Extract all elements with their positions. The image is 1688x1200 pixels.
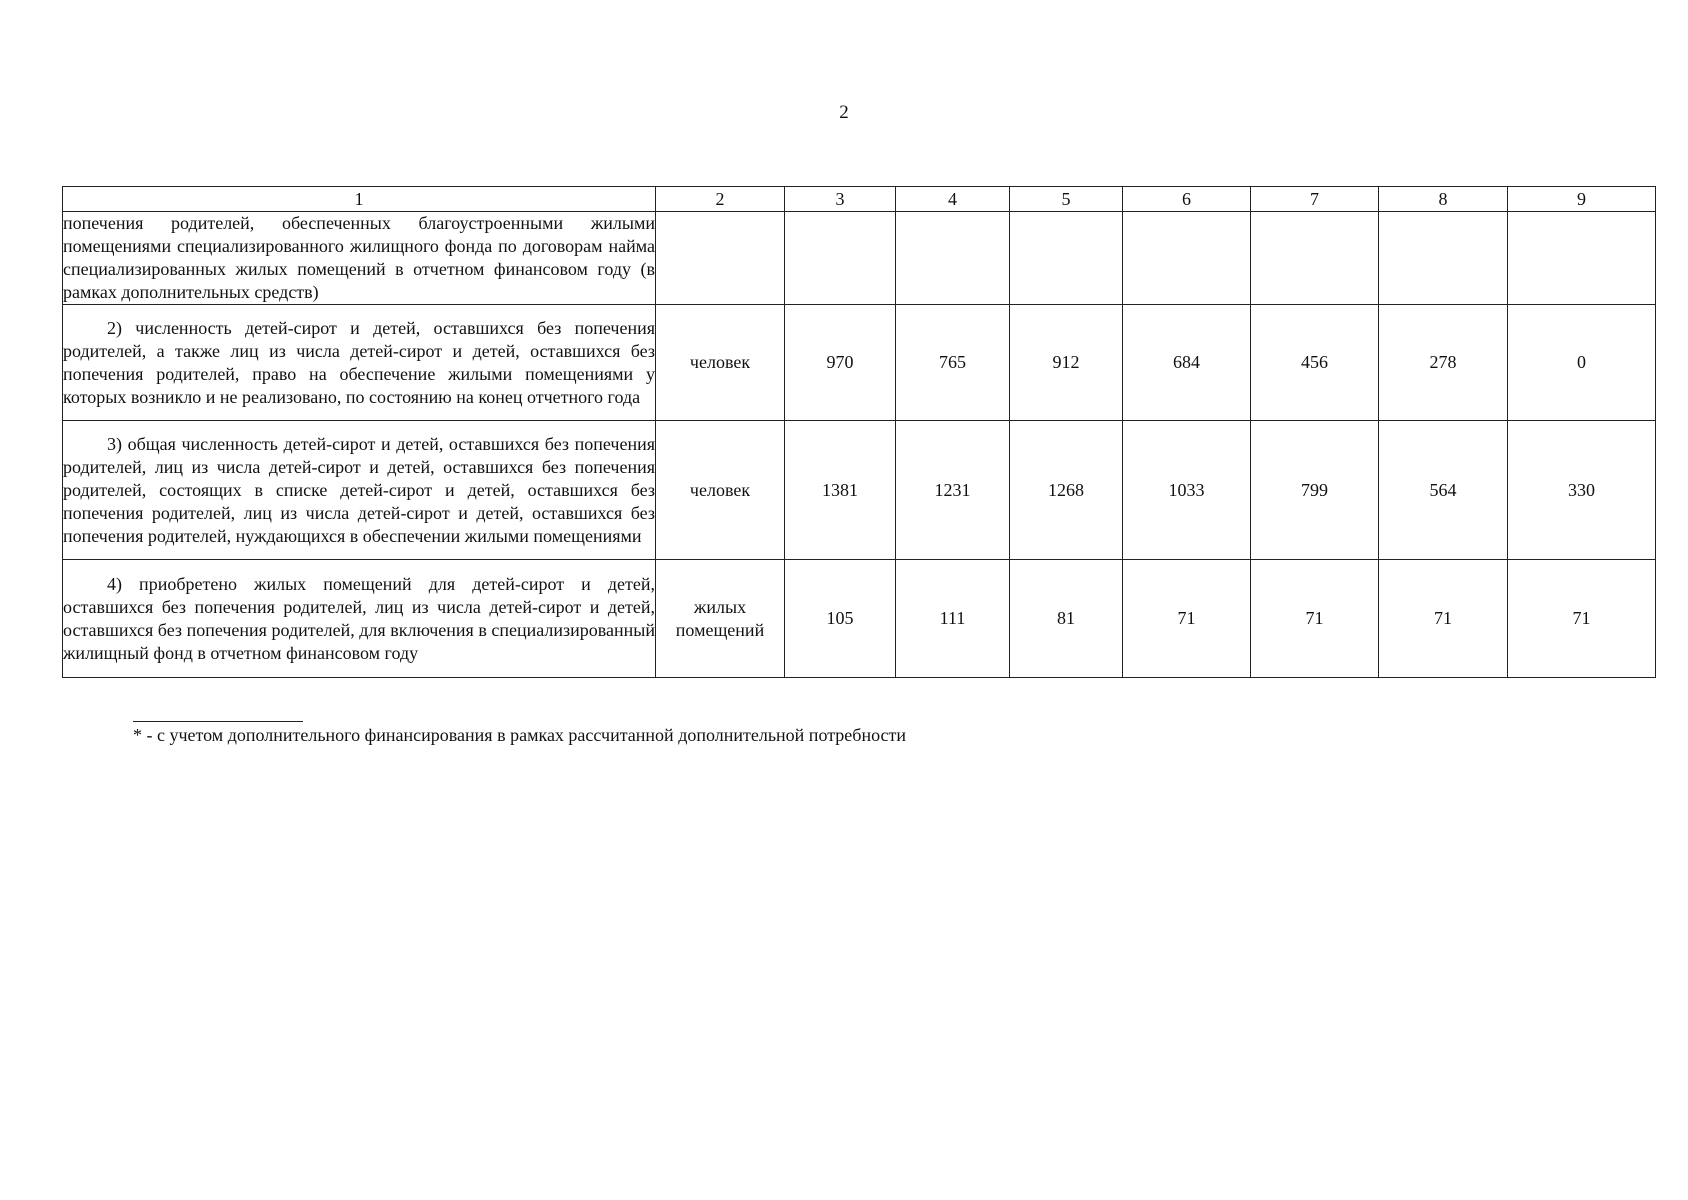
row-value: 1231 bbox=[896, 421, 1010, 560]
row-value bbox=[785, 212, 896, 305]
row-value: 81 bbox=[1010, 560, 1123, 678]
row-value bbox=[896, 212, 1010, 305]
row-unit bbox=[656, 212, 785, 305]
row-unit: человек bbox=[656, 305, 785, 421]
row-value bbox=[1379, 212, 1508, 305]
row-value: 684 bbox=[1123, 305, 1251, 421]
row-description: 4) приобретено жилых помещений для детей-сирот и детей, оставшихся без попечения родителей, лиц из числа детей-сирот и детей, оставшихся без попечения родителей, для включения в специализированный жилищный фонд в отчетном финансовом году bbox=[63, 560, 656, 678]
column-header: 2 bbox=[656, 187, 785, 212]
row-value: 71 bbox=[1508, 560, 1656, 678]
row-value: 105 bbox=[785, 560, 896, 678]
column-header: 7 bbox=[1251, 187, 1379, 212]
row-value bbox=[1251, 212, 1379, 305]
row-description: 3) общая численность детей-сирот и детей, оставшихся без попечения родителей, лиц из числа детей-сирот и детей, оставшихся без попечения родителей, состоящих в списке детей-сирот и детей, оставшихся без попечения родителей, лиц из числа детей-сирот и детей, оставшихся без попечения родителей, нуждающихся в обеспечении жилыми помещениями bbox=[63, 421, 656, 560]
row-unit: человек bbox=[656, 421, 785, 560]
table-row bbox=[63, 212, 1656, 305]
table-row bbox=[63, 560, 1656, 678]
row-value: 1033 bbox=[1123, 421, 1251, 560]
column-header: 1 bbox=[63, 187, 656, 212]
row-value: 1381 bbox=[785, 421, 896, 560]
row-value: 456 bbox=[1251, 305, 1379, 421]
column-header: 4 bbox=[896, 187, 1010, 212]
column-header: 5 bbox=[1010, 187, 1123, 212]
column-header: 3 bbox=[785, 187, 896, 212]
row-value: 111 bbox=[896, 560, 1010, 678]
row-description: 2) численность детей-сирот и детей, оставшихся без попечения родителей, а также лиц из числа детей-сирот и детей, оставшихся без попечения родителей, право на обеспечение жилыми помещениями у которых возникло и не реализовано, по состоянию на конец отчетного года bbox=[63, 305, 656, 421]
footnote: * - с учетом дополнительного финансирования в рамках рассчитанной дополнительной потребности bbox=[133, 725, 907, 745]
row-value: 912 bbox=[1010, 305, 1123, 421]
row-value: 71 bbox=[1251, 560, 1379, 678]
row-value: 71 bbox=[1379, 560, 1508, 678]
row-value bbox=[1010, 212, 1123, 305]
table-row bbox=[63, 421, 1656, 560]
column-header: 6 bbox=[1123, 187, 1251, 212]
row-value: 71 bbox=[1123, 560, 1251, 678]
column-header: 9 bbox=[1508, 187, 1656, 212]
table-row bbox=[63, 305, 1656, 421]
column-header: 8 bbox=[1379, 187, 1508, 212]
row-value: 970 bbox=[785, 305, 896, 421]
data-table bbox=[62, 186, 1656, 678]
table-header-row bbox=[63, 187, 1656, 212]
row-value bbox=[1123, 212, 1251, 305]
row-value: 799 bbox=[1251, 421, 1379, 560]
row-value: 564 bbox=[1379, 421, 1508, 560]
row-description: попечения родителей, обеспеченных благоустроенными жилыми помещениями специализированного жилищного фонда по договорам найма специализированных жилых помещений в отчетном финансовом году (в рамках дополнительных средств) bbox=[63, 212, 656, 305]
row-unit: жилых помещений bbox=[656, 560, 785, 678]
row-value: 765 bbox=[896, 305, 1010, 421]
row-value bbox=[1508, 212, 1656, 305]
page-number: 2 bbox=[839, 102, 849, 123]
row-value: 278 bbox=[1379, 305, 1508, 421]
row-value: 1268 bbox=[1010, 421, 1123, 560]
row-value: 0 bbox=[1508, 305, 1656, 421]
footnote-divider bbox=[133, 721, 303, 722]
row-value: 330 bbox=[1508, 421, 1656, 560]
